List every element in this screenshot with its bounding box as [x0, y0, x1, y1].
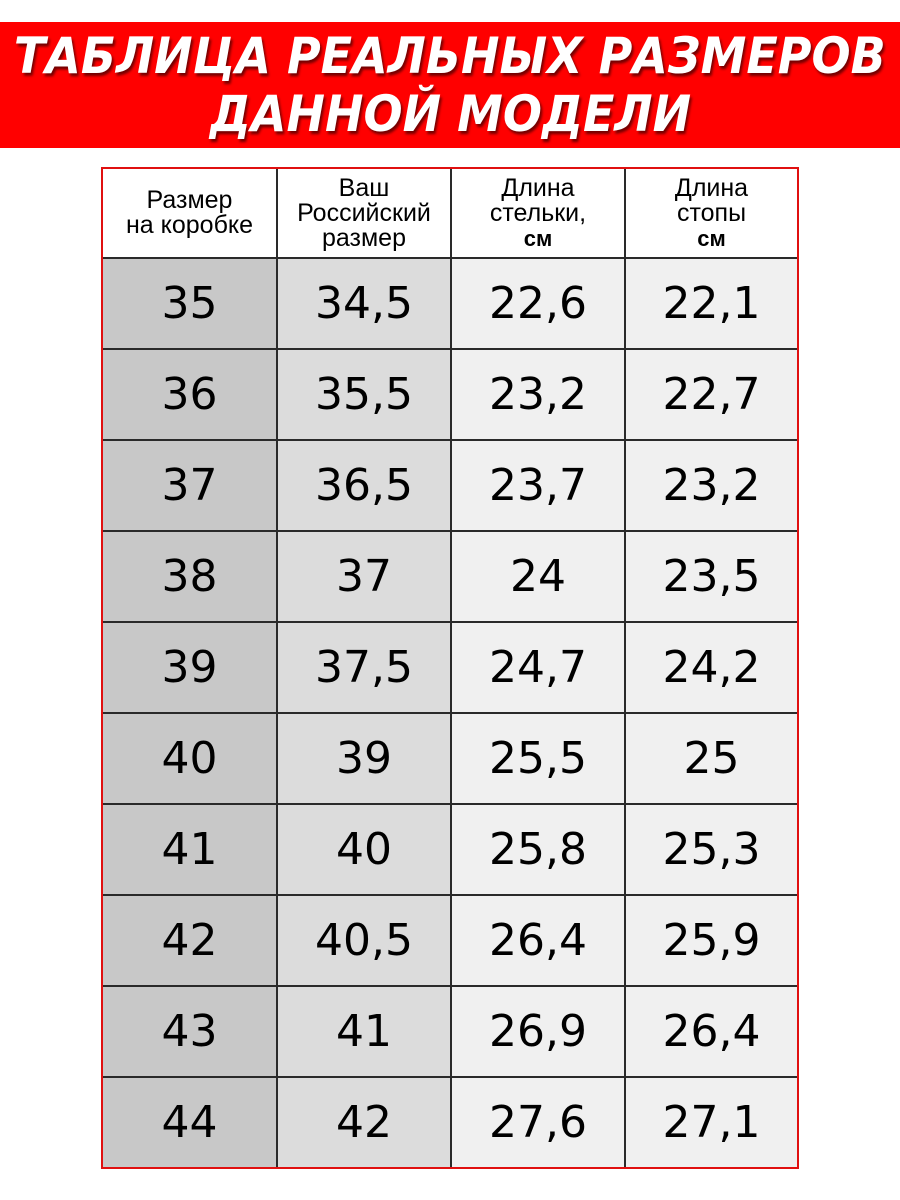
header-box-line: на коробке [125, 211, 254, 239]
cell-foot-length: 25,9 [625, 895, 797, 986]
table-row [103, 895, 797, 986]
cell-russian-size: 34,5 [277, 258, 451, 349]
header-foot-length [625, 169, 797, 258]
cell-box-size: 37 [103, 440, 277, 531]
cell-box-size: 43 [103, 986, 277, 1077]
cell-insole-length: 24 [451, 531, 625, 622]
cell-russian-size: 35,5 [277, 349, 451, 440]
header-box-size [103, 169, 277, 258]
header-ru-line: Российский [297, 198, 431, 227]
header-foot-line: Длина [674, 173, 749, 202]
cell-russian-size: 36,5 [277, 440, 451, 531]
cell-box-size: 40 [103, 713, 277, 804]
size-table [103, 169, 797, 1167]
header-insole-line: стельки, [489, 198, 587, 227]
cell-box-size: 35 [103, 258, 277, 349]
cell-insole-length: 27,6 [451, 1077, 625, 1167]
cell-foot-length: 25,3 [625, 804, 797, 895]
cell-russian-size: 40 [277, 804, 451, 895]
title-banner [0, 22, 900, 148]
cell-foot-length: 22,7 [625, 349, 797, 440]
table-row [103, 440, 797, 531]
cell-foot-length: 25 [625, 713, 797, 804]
cell-russian-size: 37 [277, 531, 451, 622]
header-ru-line: размер [322, 223, 406, 252]
header-foot-line: стопы [676, 198, 747, 227]
cell-foot-length: 24,2 [625, 622, 797, 713]
table-row [103, 1077, 797, 1167]
cell-box-size: 36 [103, 349, 277, 440]
cell-russian-size: 40,5 [277, 895, 451, 986]
table-row [103, 258, 797, 349]
cell-insole-length: 26,4 [451, 895, 625, 986]
cell-box-size: 38 [103, 531, 277, 622]
banner-title-line-2: ДАННОЙ МОДЕЛИ [209, 85, 691, 143]
cell-insole-length: 25,8 [451, 804, 625, 895]
table-row [103, 349, 797, 440]
header-russian-size [277, 169, 451, 258]
table-row [103, 622, 797, 713]
cell-russian-size: 37,5 [277, 622, 451, 713]
cell-russian-size: 41 [277, 986, 451, 1077]
header-box-line: Размер [146, 186, 233, 214]
table-header-row [103, 169, 797, 258]
size-table-frame [101, 167, 799, 1169]
header-foot-unit: см [697, 225, 726, 251]
cell-russian-size: 42 [277, 1077, 451, 1167]
cell-box-size: 39 [103, 622, 277, 713]
cell-insole-length: 25,5 [451, 713, 625, 804]
cell-foot-length: 23,2 [625, 440, 797, 531]
cell-box-size: 42 [103, 895, 277, 986]
banner-title-line-1: ТАБЛИЦА РЕАЛЬНЫХ РАЗМЕРОВ [14, 27, 886, 85]
cell-insole-length: 26,9 [451, 986, 625, 1077]
cell-foot-length: 22,1 [625, 258, 797, 349]
table-row [103, 986, 797, 1077]
cell-insole-length: 22,6 [451, 258, 625, 349]
cell-russian-size: 39 [277, 713, 451, 804]
cell-foot-length: 27,1 [625, 1077, 797, 1167]
cell-insole-length: 23,2 [451, 349, 625, 440]
table-row [103, 531, 797, 622]
cell-insole-length: 24,7 [451, 622, 625, 713]
table-row [103, 804, 797, 895]
cell-box-size: 44 [103, 1077, 277, 1167]
header-insole-length [451, 169, 625, 258]
cell-foot-length: 26,4 [625, 986, 797, 1077]
header-insole-line: Длина [501, 173, 575, 202]
header-insole-unit: см [523, 225, 553, 251]
cell-box-size: 41 [103, 804, 277, 895]
table-row [103, 713, 797, 804]
cell-insole-length: 23,7 [451, 440, 625, 531]
cell-foot-length: 23,5 [625, 531, 797, 622]
header-ru-line: Ваш [338, 173, 390, 202]
